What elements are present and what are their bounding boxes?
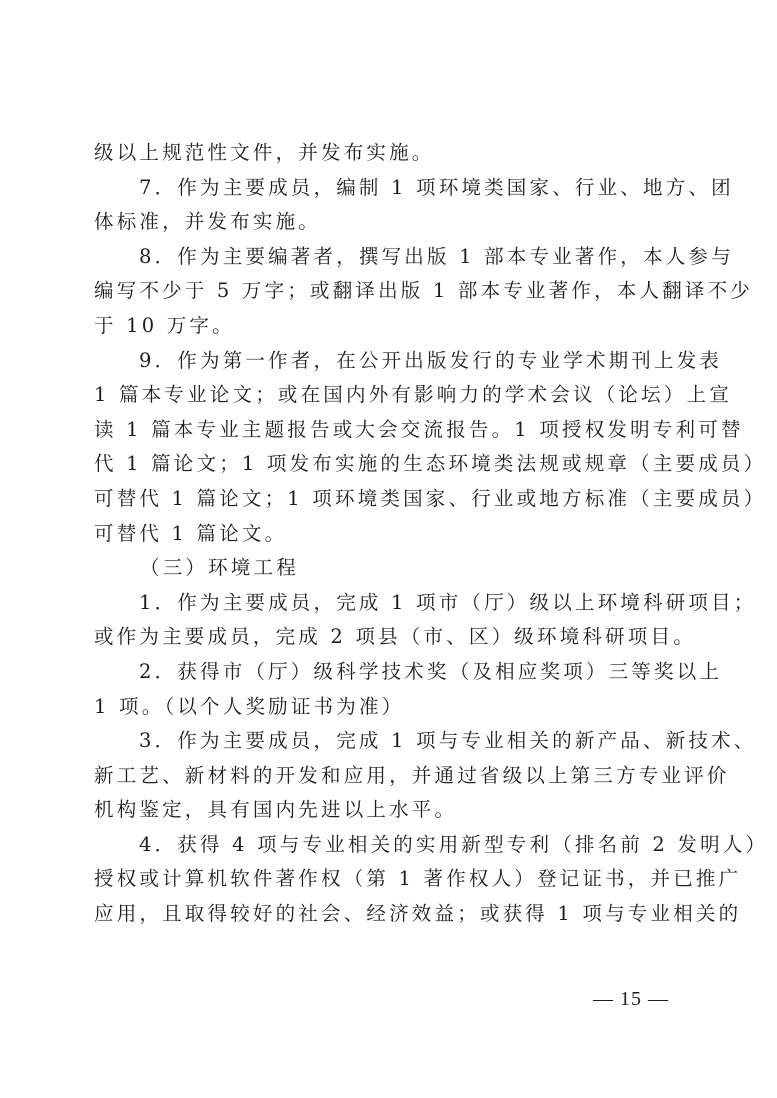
page-number: — 15 —: [593, 988, 669, 1010]
text-line: 8．作为主要编著者，撰写出版 1 部本专业著作，本人参与: [139, 244, 734, 268]
text-line: 9．作为第一作者，在公开出版发行的专业学术期刊上发表: [139, 348, 723, 372]
text-line: 可替代 1 篇论文。: [94, 521, 288, 545]
text-line: 4．获得 4 项与专业相关的实用新型专利（排名前 2 发明人）: [139, 832, 769, 856]
text-line: 体标准，并发布实施。: [94, 210, 322, 234]
text-line: 新工艺、新材料的开发和应用，并通过省级以上第三方专业评价: [94, 763, 730, 787]
text-line: 机构鉴定，具有国内先进以上水平。: [94, 798, 458, 822]
section-heading: （三）环境工程: [140, 556, 299, 580]
document-body: [94, 136, 769, 932]
text-line: 于 10 万字。: [94, 313, 235, 337]
text-line: 1 项。（以个人奖励证书为准）: [94, 694, 405, 718]
text-line: 2．获得市（厅）级科学技术奖（及相应奖项）三等奖以上: [139, 659, 723, 683]
text-line: 或作为主要成员，完成 2 项县（市、区）级环境科研项目。: [94, 625, 696, 649]
text-line: 1．作为主要成员，完成 1 项市（厅）级以上环境科研项目；: [139, 590, 757, 614]
text-line: 代 1 篇论文；1 项发布实施的生态环境类法规或规章（主要成员）: [94, 452, 767, 476]
text-line: 可替代 1 篇论文；1 项环境类国家、行业或地方标准（主要成员）: [94, 486, 767, 510]
text-line: 7．作为主要成员，编制 1 项环境类国家、行业、地方、团: [139, 175, 734, 199]
text-line: 1 篇本专业论文；或在国内外有影响力的学术会议（论坛）上宣: [94, 383, 732, 407]
text-line: 读 1 篇本专业主题报告或大会交流报告。1 项授权发明专利可替: [94, 417, 744, 441]
text-line: 级以上规范性文件，并发布实施。: [94, 141, 435, 164]
text-line: 应用，且取得较好的社会、经济效益；或获得 1 项与专业相关的: [94, 902, 742, 926]
text-line: 授权或计算机软件著作权（第 1 著作权人）登记证书，并已推广: [94, 867, 742, 891]
text-line: 3．作为主要成员，完成 1 项与专业相关的新产品、新技术、: [139, 729, 757, 753]
text-line: 编写不少于 5 万字；或翻译出版 1 部本专业著作，本人翻译不少: [94, 279, 754, 303]
